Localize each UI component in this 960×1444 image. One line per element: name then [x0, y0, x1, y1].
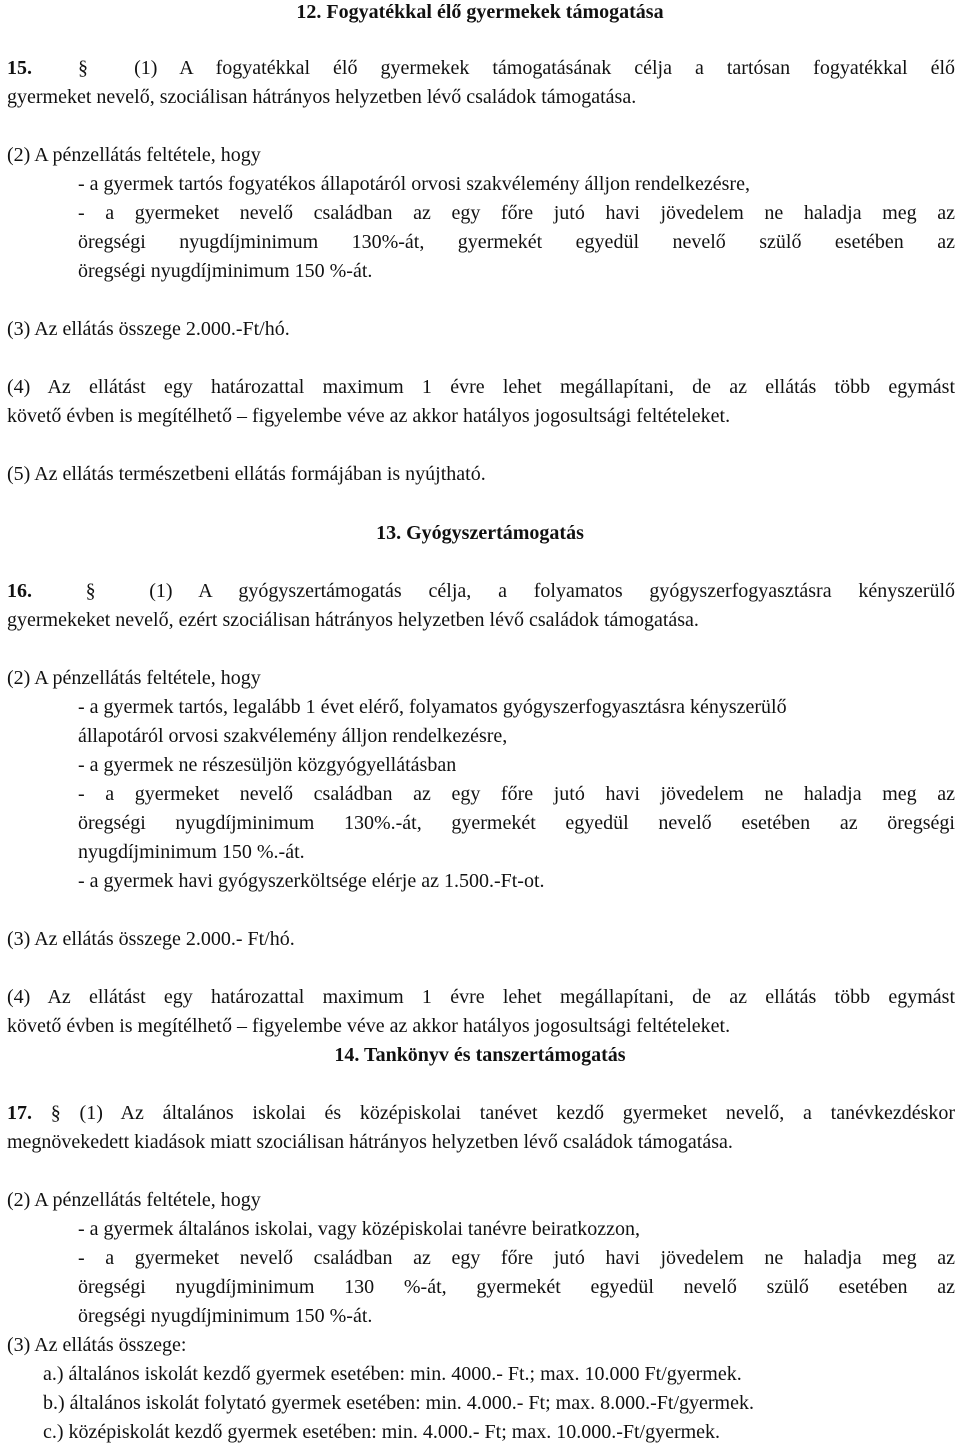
- paragraph-number: 16.: [7, 580, 32, 602]
- section-sign: §: [78, 57, 89, 79]
- paragraph-text: (1) A gyógyszertámogatás célja, a folyamatos gyógyszerfogyasztásra kényszerülő: [149, 580, 956, 602]
- paragraph-17-1: [7, 1101, 955, 1125]
- condition-item: - a gyermek tartós, legalább 1 évet elérő, folyamatos gyógyszerfogyasztásra kényszerülő: [78, 696, 787, 718]
- section-12-heading: 12. Fogyatékkal élő gyermekek támogatása: [296, 1, 664, 23]
- condition-item: - a gyermek ne részesüljön közgyógyellátásban: [78, 754, 457, 776]
- section-sign: §: [50, 1102, 61, 1124]
- paragraph-number: 15.: [7, 57, 32, 79]
- paragraph-15-5: (5) Az ellátás természetbeni ellátás formájában is nyújtható.: [7, 463, 486, 485]
- paragraph-text: (1) Az általános iskolai és középiskolai tanévet kezdő gyermeket nevelő, a tanévkezdéskor: [79, 1102, 956, 1124]
- paragraph-number: 17.: [7, 1102, 32, 1124]
- paragraph-16-4: (4) Az ellátást egy határozattal maximum 1 évre lehet megállapítani, de az ellátás több egymást: [7, 986, 955, 1008]
- paragraph-text: (1) A fogyatékkal élő gyermekek támogatásának célja a tartósan fogyatékkal élő: [134, 57, 956, 79]
- paragraph-15-4: (4) Az ellátást egy határozattal maximum 1 évre lehet megállapítani, de az ellátás több egymást: [7, 376, 955, 398]
- paragraph-17-3-intro: (3) Az ellátás összege:: [7, 1334, 187, 1356]
- paragraph-15-1: [7, 56, 955, 80]
- condition-item-cont: öregségi nyugdíjminimum 130%.-át, gyermekét egyedül nevelő esetében az öregségi: [78, 812, 955, 834]
- condition-item: - a gyermeket nevelő családban az egy főre jutó havi jövedelem ne haladja meg az: [78, 783, 955, 805]
- paragraph-16-2-intro: (2) A pénzellátás feltétele, hogy: [7, 667, 261, 689]
- condition-item-cont: öregségi nyugdíjminimum 130%-át, gyermekét egyedül nevelő szülő esetében az: [78, 231, 955, 253]
- amount-item-a: a.) általános iskolát kezdő gyermek esetében: min. 4000.- Ft.; max. 10.000 Ft/gyermek.: [43, 1363, 742, 1385]
- paragraph-15-1-cont: gyermeket nevelő, szociálisan hátrányos helyzetben lévő családok támogatása.: [7, 86, 637, 108]
- paragraph-16-1: [7, 579, 955, 603]
- condition-item-cont: állapotáról orvosi szakvélemény álljon rendelkezésre,: [78, 725, 508, 747]
- paragraph-16-1-cont: gyermekeket nevelő, ezért szociálisan hátrányos helyzetben lévő családok támogatása.: [7, 609, 699, 631]
- paragraph-17-1-cont: megnövekedett kiadások miatt szociálisan hátrányos helyzetben lévő családok támogatása.: [7, 1131, 733, 1153]
- condition-item-cont: nyugdíjminimum 150 %.-át.: [78, 841, 305, 863]
- condition-item: - a gyermeket nevelő családban az egy főre jutó havi jövedelem ne haladja meg az: [78, 202, 955, 224]
- condition-item-cont: öregségi nyugdíjminimum 150 %-át.: [78, 1305, 373, 1327]
- section-14-heading: 14. Tankönyv és tanszertámogatás: [334, 1044, 626, 1066]
- condition-item-cont: öregségi nyugdíjminimum 130 %-át, gyermekét egyedül nevelő szülő esetében az: [78, 1276, 955, 1298]
- paragraph-15-2-intro: (2) A pénzellátás feltétele, hogy: [7, 144, 261, 166]
- paragraph-16-3: (3) Az ellátás összege 2.000.- Ft/hó.: [7, 928, 295, 950]
- paragraph-15-4-cont: követő évben is megítélhető – figyelembe véve az akkor hatályos jogosultsági feltételeket.: [7, 405, 731, 427]
- paragraph-17-2-intro: (2) A pénzellátás feltétele, hogy: [7, 1189, 261, 1211]
- section-sign: §: [85, 580, 96, 602]
- condition-item: - a gyermek általános iskolai, vagy középiskolai tanévre beiratkozzon,: [78, 1218, 641, 1240]
- paragraph-15-3: (3) Az ellátás összege 2.000.-Ft/hó.: [7, 318, 290, 340]
- condition-item: - a gyermek havi gyógyszerköltsége elérje az 1.500.-Ft-ot.: [78, 870, 545, 892]
- condition-item: - a gyermek tartós fogyatékos állapotáról orvosi szakvélemény álljon rendelkezésre,: [78, 173, 750, 195]
- section-13-heading: 13. Gyógyszertámogatás: [376, 522, 584, 544]
- amount-item-b: b.) általános iskolát folytató gyermek esetében: min. 4.000.- Ft; max. 8.000.-Ft/gyermek.: [43, 1392, 754, 1414]
- amount-item-c: c.) középiskolát kezdő gyermek esetében: min. 4.000.- Ft; max. 10.000.-Ft/gyermek.: [43, 1421, 721, 1443]
- condition-item-cont: öregségi nyugdíjminimum 150 %-át.: [78, 260, 373, 282]
- paragraph-16-4-cont: követő évben is megítélhető – figyelembe véve az akkor hatályos jogosultsági feltételeket.: [7, 1015, 731, 1037]
- condition-item: - a gyermeket nevelő családban az egy főre jutó havi jövedelem ne haladja meg az: [78, 1247, 955, 1269]
